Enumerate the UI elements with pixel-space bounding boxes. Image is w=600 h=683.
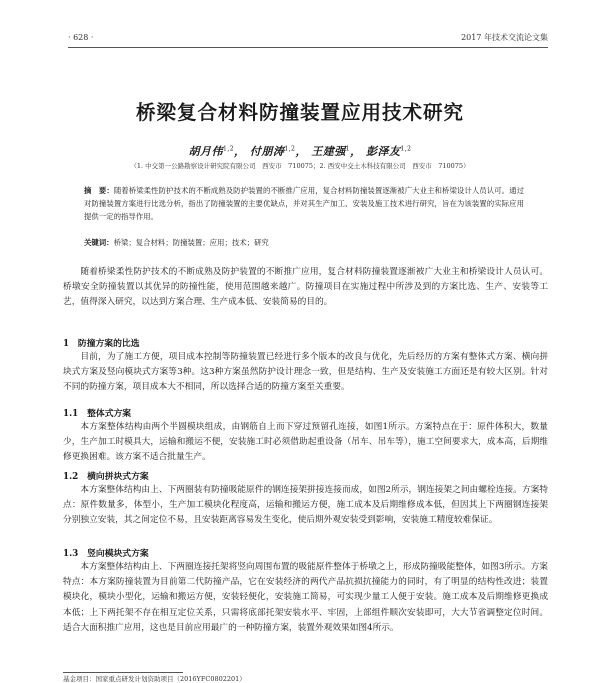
keywords — [84, 236, 524, 249]
running-header — [68, 31, 548, 45]
subsection-heading-1-3: 1.3 竖向模块式方案 — [63, 549, 149, 559]
author-list: 胡月伟$^{1,2}$， 付朋涛$^{1,2}$， 王建强$^1$， 彭泽友$^{1,2}$ — [188, 145, 412, 158]
author: 彭泽友$^{1,2}$ — [365, 145, 412, 158]
author: 胡月伟$^{1,2}$ — [188, 145, 235, 158]
abstract-label: 摘 要： — [84, 186, 114, 195]
subsection-1-2-text: 本方案整体结构由上、下两圈装有防撞吸能原件的钢连接架拼接连接而成，如图2所示，钢连接架之间由螺栓连接。方案特点：原件数量多，体型小，生产加工模块化程度高，运输和搬运方便，施工成本及后期维修成本低，但因其上下两圈钢连接架分别独立安装，其之间定位不易，且安装距离容易发生变化，使后期外观安装受到影响，安装施工精度较难保证。 — [63, 485, 548, 526]
keywords-label: 关键词： — [84, 238, 114, 247]
affiliation: （1. 中交第一公路勘察设计研究院有限公司 西安市 710075；2. 西安中交土木科技有限公司 西安市 710075） — [130, 162, 470, 170]
keywords-text: 桥梁；复合材料；防撞装置；应用；技术；研究 — [113, 238, 269, 247]
author: 付朋涛$^{1,2}$ — [249, 145, 296, 158]
page-number: · 628 · — [68, 33, 94, 42]
abstract-text: 随着桥梁柔性防护技术的不断成熟及防护装置的不断推广应用，复合材料防撞装置逐渐被广大业主和桥梁设计人员认可。通过对防撞装置方案进行比选分析，指出了防撞装置的主要优缺点，并对其生产加工、安装及施工技术进行研究，旨在为该装置的实际应用提供一定的指导作用。 — [84, 186, 524, 221]
subsection-heading-1-2: 1.2 横向拼块式方案 — [63, 472, 149, 482]
header-rule — [68, 47, 548, 48]
subsection-1-1-text: 本方案整体结构由两个半圆模块组成，由钢筋自上而下穿过预留孔连接，如图1所示。方案特点在于：原件体积大，数量少，生产加工时模具大，运输和搬运不便，安装施工时必须借助起重设备（吊车、吊车等），施工空间要求大，成本高，后期维修更换困难。该方案不适合批量生产。 — [63, 422, 548, 463]
subsection-1-3-text: 本方案整体结构由上、下两圈连接托架将竖向周围布置的吸能原件整体于桥墩之上，形成防撞吸能整体，如图3所示。方案特点：本方案防撞装置为目前第二代防撞产品，它在安装经济的两代产品抗损抗撞能力的同时，有了明显的结构性改进；装置模块化，模块小型化，运输和搬运方便，安装轻便化，安装施工简易，可实现少量工人便于安装。施工成本及后期维修更换成本低；上下两托架不存在相互定位关系，只需将底部托架安装水平、牢固，上部组件顺次安装即可，大大节省调整定位时间。适合大面积推广应用，这也是目前应用最广的一种防撞方案，装置外观效果如图4所示。 — [63, 562, 548, 633]
paper-title: 桥梁复合材料防撞装置应用技术研究 — [135, 101, 464, 124]
intro-paragraph: 随着桥梁柔性防护技术的不断成熟及防护装置的不断推广应用，复合材料防撞装置逐渐被广大业主和桥梁设计人员认可。桥墩安全防撞装置以其优异的防撞性能，使用范围越来越广。防撞项目在实施过程中所涉及到的方案比选、生产、安装等工艺，值得深入研究，以达到方案合理、生产成本低、安装简易的目的。 — [63, 267, 548, 308]
footnote: 基金项目：国家重点研发计划资助项目（2016YFC0802201） — [63, 675, 246, 683]
author: 王建强$^1$ — [311, 145, 351, 158]
abstract — [84, 184, 524, 223]
subsection-heading-1-1: 1.1 整体式方案 — [63, 409, 132, 419]
footnote-rule — [63, 672, 183, 673]
section-1-intro: 目前，为了施工方便，项目成本控制等防撞装置已经进行多个版本的改良与优化，先后经历的方案有整体式方案、横向拼块式方案及竖向模块式方案等3种。这3种方案虽然防护设计理念一致，但是结构、生产及安装施工方面还是有较大区别。针对不同的防撞方案，项目成本大不相同，所以选择合适的防撞方案至关重要。 — [63, 352, 548, 393]
journal-name: 2017 年技术交流论文集 — [461, 33, 548, 42]
section-heading-1: 1 防撞方案的比选 — [63, 339, 140, 349]
